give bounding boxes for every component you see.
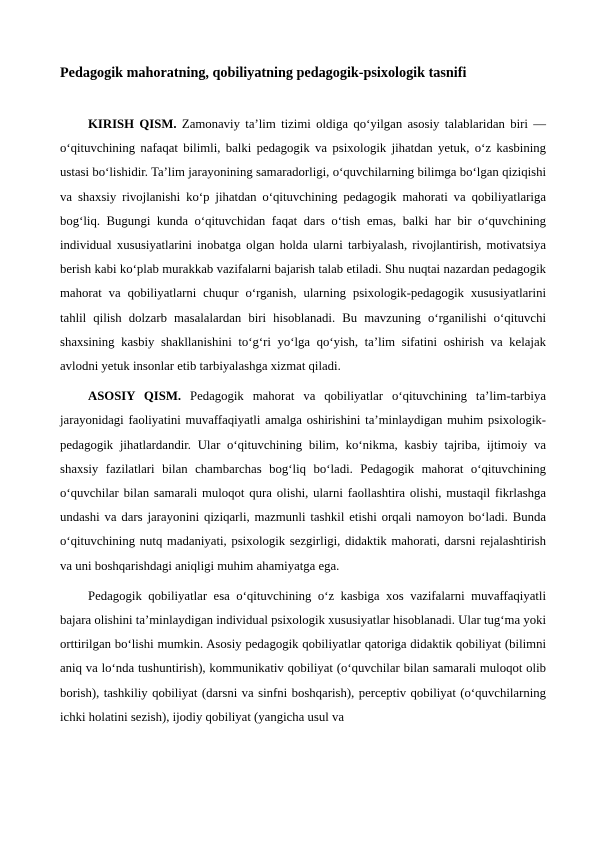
- paragraph-introduction: [60, 112, 546, 378]
- paragraph-text: Pedagogik mahorat va qobiliyatlar o‘qituvchining ta’lim-tarbiya jarayonidagi faoliyatini muvaffaqiyatli amalga oshirishini ta’minlaydigan muhim psixologik-pedagogik jihatlardandir. Ular o‘qituvchining bilim, ko‘nikma, kasbiy tajriba, ijtimoiy va shaxsiy fazilatlari bilan chambarchas bog‘liq bo‘ladi. Pedagogik mahorat o‘qituvchining o‘quvchilar bilan samarali muloqot qura olishi, ularni faollashtira olishi, mustaqil fikrlashga undashi va dars jarayonini qiziqarli, mazmunli tashkil etishi orqali namoyon bo‘ladi. Bunda o‘qituvchining nutq madaniyati, psixologik sezgirligi, didaktik mahorati, darsni rejalashtirish va uni boshqarishdagi aniqligi muhim ahamiyatga ega.: [60, 389, 547, 573]
- section-heading-introduction: KIRISH QISM.: [88, 117, 177, 131]
- paragraph-text: Pedagogik qobiliyatlar esa o‘qituvchining o‘z kasbiga xos vazifalarni muvaffaqiyatli bajara olishini ta’minlaydigan individual psixologik xususiyatlar hisoblanadi. Ular tug‘ma yoki orttirilgan bo‘lishi mumkin. Asosiy pedagogik qobiliyatlar qatoriga didaktik qobiliyat (bilimni aniq va lo‘nda tushuntirish), kommunikativ qobiliyat (o‘quvchilar bilan samarali muloqot olib borish), tashkiliy qobiliyat (darsni va sinfni boshqarish), perceptiv qobiliyat (o‘quvchilarning ichki holatini sezish), ijodiy qobiliyat (yangicha usul va: [60, 588, 546, 724]
- document-body: [60, 112, 546, 735]
- page-title: Pedagogik mahoratning, qobiliyatning pedagogik-psixologik tasnifi: [60, 65, 467, 81]
- section-heading-main: ASOSIY QISM.: [88, 389, 182, 404]
- paragraph-main: [60, 384, 546, 578]
- paragraph-text: Zamonaviy ta’lim tizimi oldiga qo‘yilgan asosiy talablaridan biri — o‘qituvchining nafaqat bilimli, balki pedagogik va psixologik jihatdan yetuk, o‘z kasbining ustasi bo‘lishidir. Ta’lim jarayonining samaradorligi, o‘quvchilarning bilimga bo‘lgan qiziqishi va shaxsiy rivojlanishi ko‘p jihatdan o‘qituvchining pedagogik mahorati va qobiliyatlariga bog‘liq. Bugungi kunda o‘qituvchidan faqat dars o‘tish emas, balki har bir o‘quvchining individual xususiyatlarini inobatga olgan holda ularni tarbiyalash, rivojlantirish, motivatsiya berish kabi ko‘plab murakkab vazifalarni bajarish talab etiladi. Shu nuqtai nazardan pedagogik mahorat va qobiliyatlarni chuqur o‘rganish, ularning psixologik-pedagogik xususiyatlarini tahlil qilish dolzarb masalalardan biri hisoblanadi. Bu mavzuning o‘rganilishi o‘qituvchi shaxsining kasbiy shakllanishini to‘g‘ri yo‘lga qo‘yish, ta’lim sifatini oshirish va kelajak avlodni yetuk insonlar etib tarbiyalashga xizmat qiladi.: [60, 117, 546, 374]
- paragraph-abilities: [60, 584, 546, 729]
